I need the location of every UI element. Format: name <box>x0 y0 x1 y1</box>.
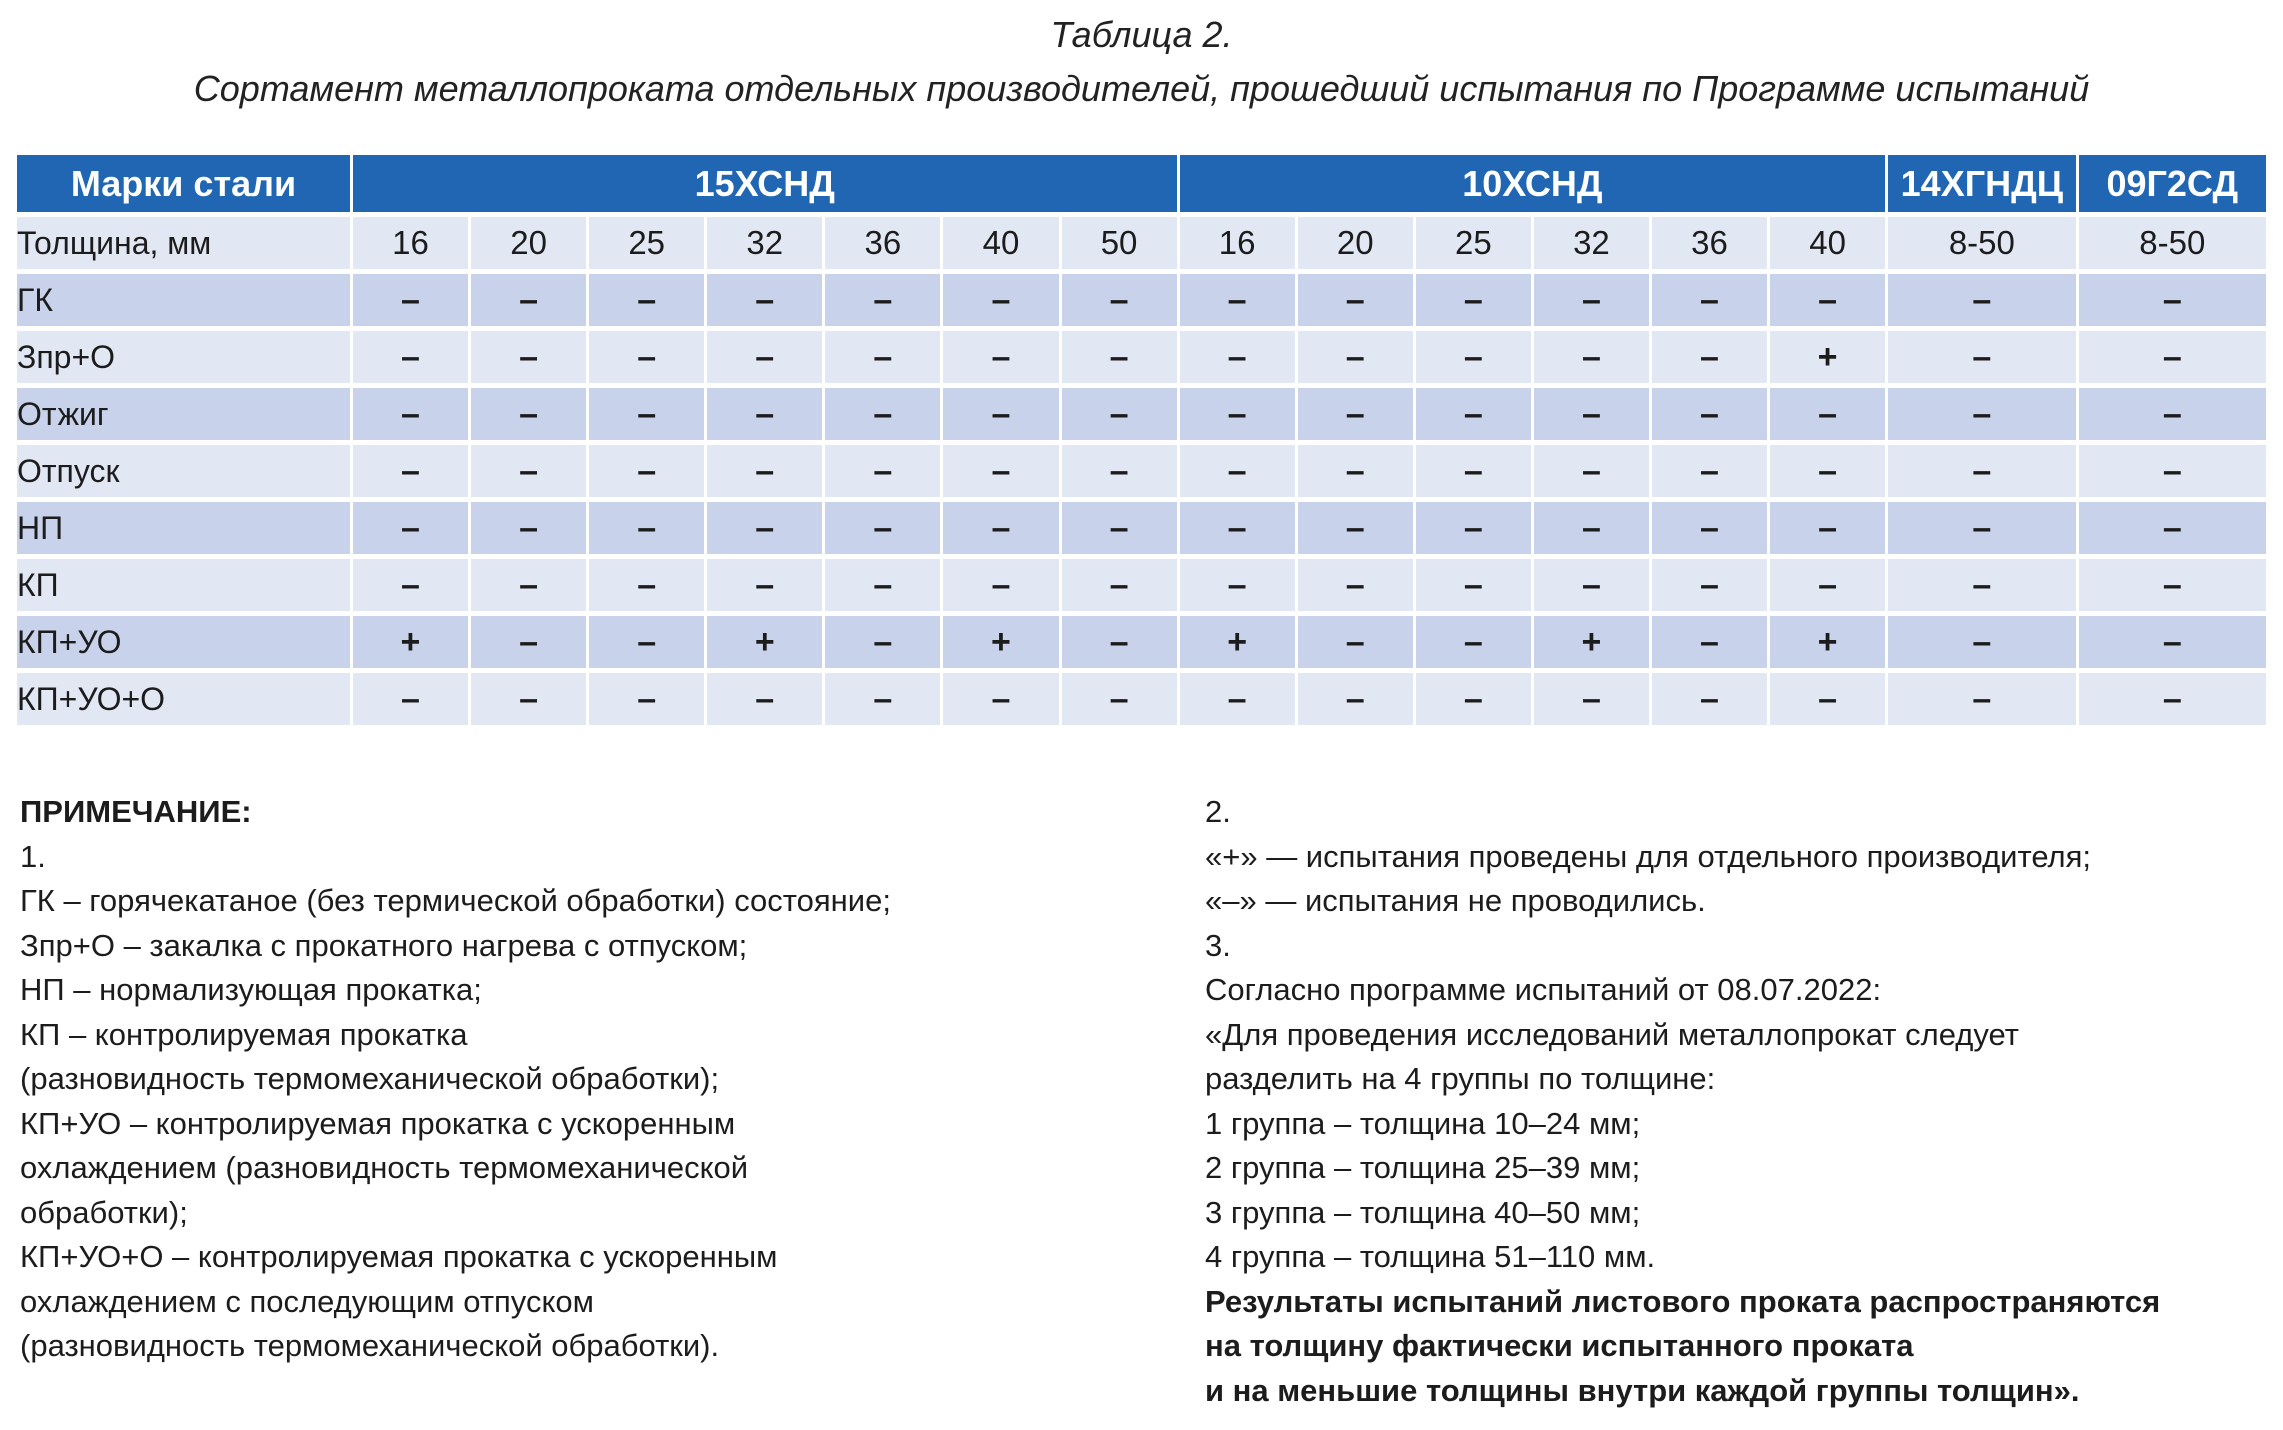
value-cell: – <box>1062 331 1177 383</box>
note-line: Зпр+О – закалка с прокатного нагрева с отпуском; <box>20 927 748 963</box>
value-cell: – <box>2079 502 2266 554</box>
table-number-title: Таблица 2. <box>1050 14 1233 55</box>
value-cell: – <box>1652 559 1767 611</box>
note-line: «Для проведения исследований металлопрокат следует <box>1205 1016 2019 1052</box>
thickness-value-cell: 20 <box>471 217 586 269</box>
thickness-value-cell: 8-50 <box>2079 217 2266 269</box>
value-cell: – <box>2079 559 2266 611</box>
value-cell: – <box>589 274 704 326</box>
value-cell: – <box>1888 502 2075 554</box>
value-cell: – <box>825 502 940 554</box>
value-cell: – <box>353 331 468 383</box>
table-body <box>17 217 2266 725</box>
thickness-value-cell: 40 <box>943 217 1058 269</box>
grade-header-row <box>17 155 2266 212</box>
row-label: ГК <box>17 274 350 326</box>
steel-grade-header: 10ХСНД <box>1180 155 1886 212</box>
value-cell: + <box>943 616 1058 668</box>
thickness-value-cell: 36 <box>1652 217 1767 269</box>
value-cell: – <box>1652 331 1767 383</box>
thickness-value-cell: 36 <box>825 217 940 269</box>
value-cell: – <box>1534 673 1649 725</box>
value-cell: – <box>825 673 940 725</box>
value-cell: – <box>471 445 586 497</box>
value-cell: – <box>1298 331 1413 383</box>
value-cell: – <box>353 673 468 725</box>
thickness-value-cell: 16 <box>1180 217 1295 269</box>
value-cell: – <box>825 331 940 383</box>
value-cell: – <box>2079 445 2266 497</box>
value-cell: – <box>1180 274 1295 326</box>
row-label: КП+УО <box>17 616 350 668</box>
value-cell: – <box>943 274 1058 326</box>
note-line: 1 группа – толщина 10–24 мм; <box>1205 1105 1641 1141</box>
note-line: 3. <box>1205 927 1231 963</box>
value-cell: – <box>1534 331 1649 383</box>
value-cell: – <box>589 445 704 497</box>
note-line: КП+УО – контролируемая прокатка с ускоренным <box>20 1105 736 1141</box>
value-cell: – <box>1652 445 1767 497</box>
value-cell: – <box>707 445 822 497</box>
thickness-value-cell: 32 <box>1534 217 1649 269</box>
thickness-value-cell: 25 <box>589 217 704 269</box>
note-line: НП – нормализующая прокатка; <box>20 972 482 1007</box>
value-cell: – <box>353 274 468 326</box>
row-label: Отпуск <box>17 445 350 497</box>
value-cell: + <box>1180 616 1295 668</box>
row-label: Зпр+О <box>17 331 350 383</box>
note-line: КП – контролируемая прокатка <box>20 1016 468 1052</box>
value-cell: – <box>471 274 586 326</box>
note-line: охлаждением (разновидность термомеханической <box>20 1150 749 1185</box>
row-label: Отжиг <box>17 388 350 440</box>
value-cell: – <box>353 502 468 554</box>
table-row <box>17 502 2266 554</box>
value-cell: – <box>1652 502 1767 554</box>
value-cell: – <box>825 388 940 440</box>
value-cell: – <box>471 388 586 440</box>
value-cell: – <box>2079 673 2266 725</box>
value-cell: – <box>1180 445 1295 497</box>
value-cell: – <box>1534 445 1649 497</box>
row-label: КП <box>17 559 350 611</box>
value-cell: – <box>1416 502 1531 554</box>
note-line: (разновидность термомеханической обработки). <box>20 1328 720 1363</box>
value-cell: – <box>1298 502 1413 554</box>
value-cell: – <box>589 331 704 383</box>
value-cell: – <box>1534 388 1649 440</box>
thickness-value-cell: 40 <box>1770 217 1885 269</box>
value-cell: – <box>1062 274 1177 326</box>
value-cell: – <box>1298 673 1413 725</box>
note-line: Согласно программе испытаний от 08.07.2022: <box>1205 972 1882 1007</box>
value-cell: – <box>471 616 586 668</box>
value-cell: – <box>943 445 1058 497</box>
value-cell: – <box>2079 388 2266 440</box>
table-row <box>17 331 2266 383</box>
table-row <box>17 673 2266 725</box>
value-cell: – <box>2079 331 2266 383</box>
sortament-table <box>14 150 2269 730</box>
value-cell: – <box>1062 388 1177 440</box>
note-line: ГК – горячекатаное (без термической обработки) состояние; <box>20 883 891 918</box>
value-cell: – <box>1062 616 1177 668</box>
value-cell: – <box>1888 388 2075 440</box>
value-cell: – <box>707 331 822 383</box>
value-cell: – <box>1062 673 1177 725</box>
table-row <box>17 274 2266 326</box>
table-subtitle: Сортамент металлопроката отдельных производителей, прошедший испытания по Программе испытаний <box>193 68 2090 109</box>
value-cell: – <box>589 388 704 440</box>
value-cell: – <box>1298 388 1413 440</box>
steel-grade-header: 09Г2СД <box>2079 155 2266 212</box>
thickness-value-cell: 25 <box>1416 217 1531 269</box>
value-cell: – <box>707 673 822 725</box>
note-line: 1. <box>20 838 46 874</box>
value-cell: – <box>1652 388 1767 440</box>
value-cell: – <box>589 502 704 554</box>
value-cell: – <box>1062 445 1177 497</box>
value-cell: – <box>707 388 822 440</box>
value-cell: – <box>1652 616 1767 668</box>
value-cell: – <box>1298 274 1413 326</box>
value-cell: – <box>943 331 1058 383</box>
value-cell: – <box>1180 331 1295 383</box>
steel-grade-header: 15ХСНД <box>353 155 1177 212</box>
value-cell: – <box>825 559 940 611</box>
value-cell: – <box>707 559 822 611</box>
value-cell: – <box>1416 331 1531 383</box>
thickness-value-cell: 20 <box>1298 217 1413 269</box>
table-row <box>17 559 2266 611</box>
value-cell: – <box>589 616 704 668</box>
value-cell: – <box>471 331 586 383</box>
note-line: разделить на 4 группы по толщине: <box>1205 1061 1716 1096</box>
value-cell: – <box>471 559 586 611</box>
note-line: КП+УО+О – контролируемая прокатка с ускоренным <box>20 1239 778 1274</box>
value-cell: – <box>943 502 1058 554</box>
note-line: Результаты испытаний листового проката распространяются <box>1205 1283 2161 1319</box>
value-cell: + <box>707 616 822 668</box>
value-cell: – <box>2079 616 2266 668</box>
value-cell: – <box>1180 502 1295 554</box>
value-cell: + <box>1770 331 1885 383</box>
value-cell: – <box>1298 559 1413 611</box>
note-line: «+» — испытания проведены для отдельного производителя; <box>1205 838 2092 874</box>
row-label: КП+УО+О <box>17 673 350 725</box>
thickness-row <box>17 217 2266 269</box>
thickness-value-cell: 32 <box>707 217 822 269</box>
value-cell: – <box>1298 445 1413 497</box>
thickness-value-cell: 50 <box>1062 217 1177 269</box>
row-label: НП <box>17 502 350 554</box>
value-cell: – <box>353 388 468 440</box>
value-cell: – <box>1416 616 1531 668</box>
value-cell: – <box>1416 274 1531 326</box>
note-line: ПРИМЕЧАНИЕ: <box>20 794 252 829</box>
value-cell: – <box>943 559 1058 611</box>
note-line: охлаждением с последующим отпуском <box>20 1283 594 1319</box>
note-line: обработки); <box>20 1194 188 1230</box>
value-cell: – <box>1770 388 1885 440</box>
value-cell: – <box>1534 502 1649 554</box>
notes-left-column <box>20 790 891 1369</box>
value-cell: – <box>707 502 822 554</box>
value-cell: – <box>1888 274 2075 326</box>
value-cell: – <box>1416 445 1531 497</box>
value-cell: – <box>825 445 940 497</box>
value-cell: – <box>1888 673 2075 725</box>
value-cell: – <box>943 673 1058 725</box>
value-cell: – <box>1770 559 1885 611</box>
value-cell: – <box>1770 445 1885 497</box>
value-cell: – <box>471 502 586 554</box>
corner-header-cell: Марки стали <box>17 155 350 212</box>
note-line: 2 группа – толщина 25–39 мм; <box>1205 1150 1641 1185</box>
value-cell: – <box>1770 274 1885 326</box>
table-row <box>17 445 2266 497</box>
value-cell: – <box>1888 445 2075 497</box>
value-cell: – <box>589 673 704 725</box>
thickness-value-cell: 16 <box>353 217 468 269</box>
note-line: 4 группа – толщина 51–110 мм. <box>1205 1239 1656 1274</box>
value-cell: – <box>1770 673 1885 725</box>
value-cell: – <box>353 445 468 497</box>
value-cell: – <box>1534 274 1649 326</box>
value-cell: – <box>1062 559 1177 611</box>
value-cell: + <box>1534 616 1649 668</box>
value-cell: – <box>1770 502 1885 554</box>
value-cell: – <box>2079 274 2266 326</box>
value-cell: – <box>1298 616 1413 668</box>
value-cell: – <box>589 559 704 611</box>
note-line: 3 группа – толщина 40–50 мм; <box>1205 1194 1641 1230</box>
value-cell: – <box>825 274 940 326</box>
thickness-value-cell: 8-50 <box>1888 217 2075 269</box>
value-cell: – <box>1888 616 2075 668</box>
value-cell: – <box>353 559 468 611</box>
value-cell: – <box>825 616 940 668</box>
note-line: (разновидность термомеханической обработки); <box>20 1061 720 1096</box>
value-cell: + <box>353 616 468 668</box>
value-cell: – <box>1888 559 2075 611</box>
steel-grade-header: 14ХГНДЦ <box>1888 155 2075 212</box>
thickness-label-cell: Толщина, мм <box>17 217 350 269</box>
value-cell: – <box>471 673 586 725</box>
value-cell: – <box>1652 673 1767 725</box>
value-cell: – <box>943 388 1058 440</box>
note-line: 2. <box>1205 794 1231 829</box>
value-cell: – <box>1180 673 1295 725</box>
value-cell: – <box>1534 559 1649 611</box>
value-cell: – <box>1888 331 2075 383</box>
table-row <box>17 616 2266 668</box>
note-line: «–» — испытания не проводились. <box>1205 883 1706 918</box>
table-row <box>17 388 2266 440</box>
value-cell: – <box>1416 559 1531 611</box>
value-cell: – <box>707 274 822 326</box>
note-line: и на меньшие толщины внутри каждой группы толщин». <box>1205 1372 2080 1408</box>
value-cell: – <box>1416 673 1531 725</box>
notes-right-column <box>1205 790 2160 1413</box>
value-cell: – <box>1180 388 1295 440</box>
value-cell: – <box>1180 559 1295 611</box>
value-cell: – <box>1652 274 1767 326</box>
value-cell: + <box>1770 616 1885 668</box>
note-line: на толщину фактически испытанного проката <box>1205 1328 1914 1363</box>
value-cell: – <box>1416 388 1531 440</box>
value-cell: – <box>1062 502 1177 554</box>
